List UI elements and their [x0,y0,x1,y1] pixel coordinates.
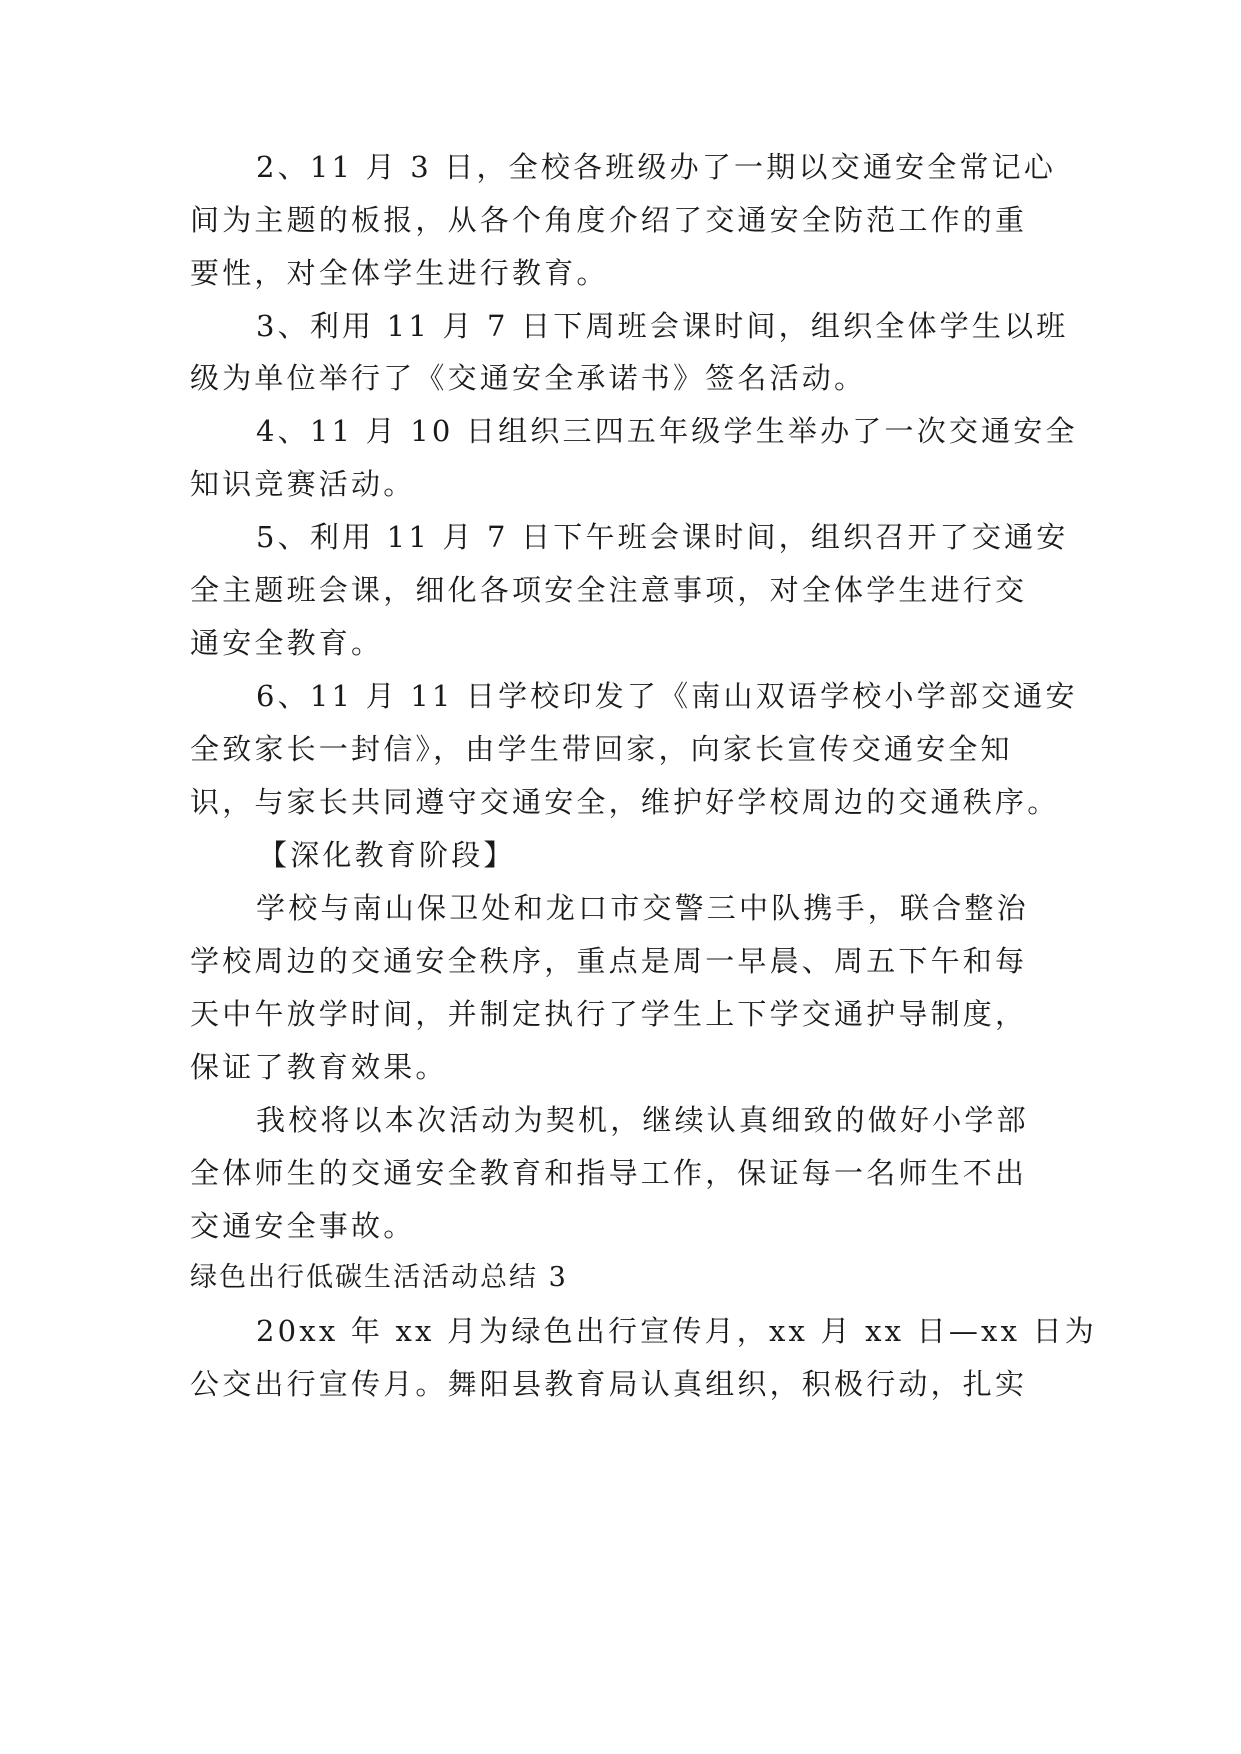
paragraph-line: 保证了教育效果。 [190,1050,448,1084]
paragraph-line: 天中午放学时间，并制定执行了学生上下学交通护导制度， [190,997,1028,1031]
paragraph-line: 全致家长一封信》，由学生带回家，向家长宣传交通安全知 [190,732,1013,766]
paragraph-line: 全体师生的交通安全教育和指导工作，保证每一名师生不出 [190,1156,1028,1190]
paragraph-line: 通安全教育。 [190,626,384,660]
paragraph-line: 全主题班会课，细化各项安全注意事项，对全体学生进行交 [190,573,1028,607]
paragraph-line: 知识竞赛活动。 [190,467,416,501]
paragraph-line: 识，与家长共同遵守交通安全，维护好学校周边的交通秩序。 [190,785,1060,819]
paragraph-line: 5、利用 11 月 7 日下午班会课时间，组织召开了交通安 [256,520,1069,554]
document-title: 绿色出行低碳生活活动总结 3 [190,1262,568,1293]
paragraph-line: 间为主题的板报，从各个角度介绍了交通安全防范工作的重 [190,203,1028,237]
paragraph-line: 级为单位举行了《交通安全承诺书》签名活动。 [190,361,867,395]
paragraph-line: 交通安全事故。 [190,1209,416,1243]
paragraph-line: 要性，对全体学生进行教育。 [190,256,609,290]
paragraph-line: 20xx 年 xx 月为绿色出行宣传月，xx 月 xx 日—xx 日为 [256,1314,1097,1348]
paragraph-line: 3、利用 11 月 7 日下周班会课时间，组织全体学生以班 [256,309,1069,343]
paragraph-line: 6、11 月 11 日学校印发了《南山双语学校小学部交通安 [256,679,1078,713]
paragraph-line: 学校周边的交通安全秩序，重点是周一早晨、周五下午和每 [190,944,1028,978]
paragraph-line: 我校将以本次活动为契机，继续认真细致的做好小学部 [256,1103,1029,1137]
paragraph-line: 学校与南山保卫处和龙口市交警三中队携手，联合整治 [256,891,1029,925]
paragraph-line: 2、11 月 3 日，全校各班级办了一期以交通安全常记心 [256,150,1057,184]
section-heading: 【深化教育阶段】 [258,838,516,872]
paragraph-line: 公交出行宣传月。舞阳县教育局认真组织，积极行动，扎实 [190,1367,1028,1401]
paragraph-line: 4、11 月 10 日组织三四五年级学生举办了一次交通安全 [256,414,1078,448]
